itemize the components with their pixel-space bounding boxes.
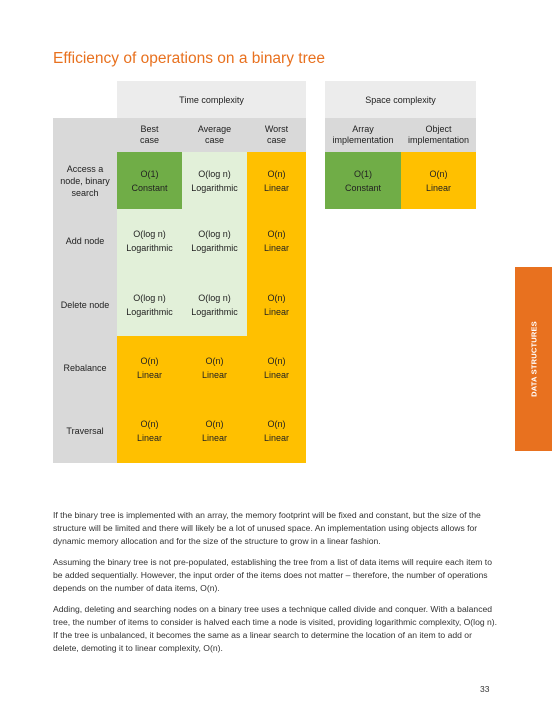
table-cell: O(n) Linear <box>117 336 182 399</box>
table-cell: O(1) Constant <box>325 152 401 209</box>
table-cell: O(log n) Logarithmic <box>182 152 247 209</box>
table-cell: O(log n) Logarithmic <box>182 273 247 336</box>
table-cell: O(n) Linear <box>117 399 182 463</box>
section-side-tab <box>515 267 552 451</box>
table-cell: O(n) Linear <box>182 336 247 399</box>
table-cell: O(n) Linear <box>247 152 306 209</box>
table-cell: O(n) Linear <box>401 152 476 209</box>
paragraph: Assuming the binary tree is not pre-populated, establishing the tree from a list of data items will require each item to be added sequentially. However, the input order of the items does not matter – therefore, the number of operations depends on the number of data items, O(n). <box>53 557 492 593</box>
time-complexity-table <box>53 81 306 463</box>
row-label-rebalance: Rebalance <box>53 336 117 399</box>
table-cell: O(n) Linear <box>247 273 306 336</box>
table-cell: O(log n) Logarithmic <box>117 273 182 336</box>
row-label-delete-node: Delete node <box>53 273 117 336</box>
col-header-average: Average case <box>182 118 247 152</box>
col-header-object: Object implementation <box>401 118 476 152</box>
row-label-access: Access a node, binary search <box>53 152 117 209</box>
table-cell: O(n) Linear <box>247 399 306 463</box>
paragraph: Adding, deleting and searching nodes on a binary tree uses a technique called divide and conquer. With a balanced tree, the number of items to consider is halved each time a node is visited, providing logarithmic complexity, O(log n). If the tree is unbalanced, it becomes the same as a linear search to determine the location of an item to add or delete, demoting it to linear complexity, O(n). <box>53 604 498 653</box>
table-cell: O(n) Linear <box>247 209 306 273</box>
table-cell: O(log n) Logarithmic <box>182 209 247 273</box>
space-complexity-table <box>325 81 476 209</box>
table-cell: O(1) Constant <box>117 152 182 209</box>
row-label-traversal: Traversal <box>53 399 117 463</box>
page-title: Efficiency of operations on a binary tree <box>53 50 325 67</box>
col-header-array: Array implementation <box>325 118 401 152</box>
col-header-best: Best case <box>117 118 182 152</box>
time-complexity-header: Time complexity <box>117 81 306 118</box>
paragraph: If the binary tree is implemented with an array, the memory footprint will be fixed and constant, but the size of the structure will be limited and there will likely be a lot of unused space. An implementation using objects allows for dynamic memory allocation and for the size of the structure to grow in a linear fashion. <box>53 510 481 546</box>
row-label-add-node: Add node <box>53 209 117 273</box>
col-header-worst: Worst case <box>247 118 306 152</box>
space-complexity-header: Space complexity <box>325 81 476 118</box>
page-number: 33 <box>480 684 490 694</box>
body-text <box>53 509 500 663</box>
table-cell: O(n) Linear <box>247 336 306 399</box>
table-cell: O(log n) Logarithmic <box>117 209 182 273</box>
table-cell: O(n) Linear <box>182 399 247 463</box>
side-tab-label: DATA STRUCTURES <box>529 321 538 397</box>
